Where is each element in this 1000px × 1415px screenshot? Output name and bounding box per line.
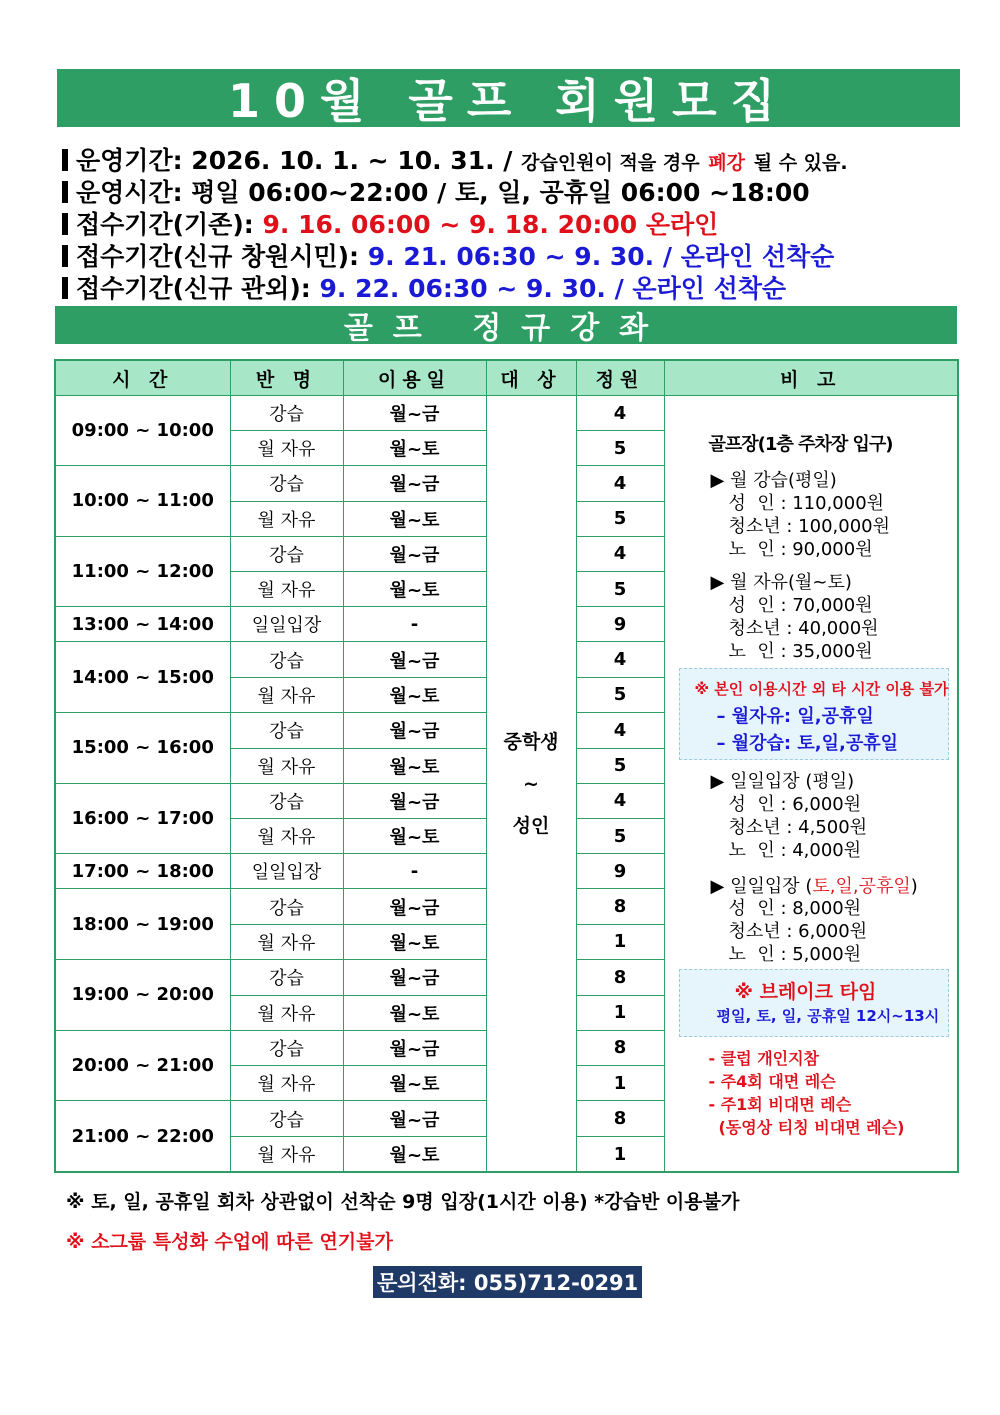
capacity: 4 bbox=[576, 783, 664, 819]
restriction-line: – 월자유: 일,공휴일 bbox=[716, 706, 874, 727]
bullet-mark bbox=[62, 149, 68, 171]
info-reg-existing bbox=[62, 205, 718, 241]
capacity: 9 bbox=[576, 854, 664, 889]
class-name: 강습 bbox=[230, 396, 343, 431]
footer-note-2: ※ 소그룹 특성화 수업에 따른 연기불가 bbox=[66, 1231, 393, 1253]
class-name: 강습 bbox=[230, 466, 343, 502]
usage-days: 월~금 bbox=[343, 396, 486, 431]
time-slot: 21:00 ~ 22:00 bbox=[55, 1101, 230, 1172]
schedule-table bbox=[54, 359, 959, 1173]
price-line: 성 인 : 70,000원 bbox=[728, 595, 873, 616]
reg-existing-label: 접수기간(기존): bbox=[76, 210, 254, 239]
info-period bbox=[62, 141, 848, 177]
page-title: 10월 골프 회원모집 bbox=[227, 74, 790, 128]
usage-days: 월~금 bbox=[343, 466, 486, 502]
class-name: 월 자유 bbox=[230, 924, 343, 959]
capacity: 8 bbox=[576, 1030, 664, 1066]
usage-days: 월~금 bbox=[343, 536, 486, 572]
time-slot: 10:00 ~ 11:00 bbox=[55, 466, 230, 537]
class-name: 일일입장 bbox=[230, 607, 343, 642]
price-line: 노 인 : 4,000원 bbox=[728, 840, 862, 861]
usage-days: 월~토 bbox=[343, 1137, 486, 1173]
club-note: - 주1회 비대면 레슨 bbox=[708, 1095, 852, 1114]
capacity: 4 bbox=[576, 396, 664, 431]
reg-new-city-label: 접수기간(신규 창원시민): bbox=[76, 242, 360, 271]
price-line: 청소년 : 100,000원 bbox=[728, 516, 890, 537]
time-slot: 16:00 ~ 17:00 bbox=[55, 783, 230, 854]
table-row bbox=[55, 396, 958, 431]
club-note: - 주4회 대면 레슨 bbox=[708, 1072, 836, 1091]
period-note-red: 폐강 bbox=[708, 152, 746, 174]
section-title: 골프 정규강좌 bbox=[343, 311, 669, 346]
reg-new-city-value: 9. 21. 06:30 ~ 9. 30. / 온라인 선착순 bbox=[367, 242, 835, 271]
price-line: 청소년 : 6,000원 bbox=[728, 921, 868, 942]
capacity: 4 bbox=[576, 536, 664, 572]
time-slot: 18:00 ~ 19:00 bbox=[55, 889, 230, 960]
usage-days: 월~토 bbox=[343, 1066, 486, 1101]
class-name: 월 자유 bbox=[230, 995, 343, 1030]
price-line: 노 인 : 5,000원 bbox=[728, 944, 862, 965]
title-banner bbox=[57, 69, 960, 127]
capacity: 9 bbox=[576, 607, 664, 642]
daily-weekend-days: 토,일,공휴일 bbox=[812, 876, 911, 897]
period-label: 운영기간: 2026. 10. 1. ~ 10. 31. / bbox=[76, 146, 513, 175]
notes-cell bbox=[664, 396, 958, 1173]
capacity: 1 bbox=[576, 1066, 664, 1101]
period-note-pre: 강습인원이 적을 경우 bbox=[521, 152, 700, 174]
capacity: 5 bbox=[576, 677, 664, 712]
usage-days: 월~토 bbox=[343, 819, 486, 854]
header-time: 시 간 bbox=[55, 360, 230, 396]
price-line: 청소년 : 40,000원 bbox=[728, 618, 879, 639]
capacity: 5 bbox=[576, 501, 664, 536]
location-note: 골프장(1층 주차장 입구) bbox=[708, 434, 893, 455]
price-line: 성 인 : 8,000원 bbox=[728, 898, 862, 919]
class-name: 강습 bbox=[230, 959, 343, 995]
daily-weekday-title: ▶ 일일입장 (평일) bbox=[710, 771, 855, 792]
bullet-mark bbox=[62, 277, 68, 299]
restriction-line: – 월강습: 토,일,공휴일 bbox=[716, 733, 899, 754]
capacity: 1 bbox=[576, 1137, 664, 1173]
table-header-row bbox=[55, 360, 958, 396]
section-banner bbox=[55, 306, 957, 344]
price-line: 청소년 : 4,500원 bbox=[728, 817, 868, 838]
reg-new-other-value: 9. 22. 06:30 ~ 9. 30. / 온라인 선착순 bbox=[319, 274, 787, 303]
club-note: (동영상 티칭 비대면 레슨) bbox=[718, 1118, 905, 1137]
capacity: 5 bbox=[576, 748, 664, 783]
capacity: 4 bbox=[576, 466, 664, 502]
bullet-mark bbox=[62, 181, 68, 203]
target-group bbox=[486, 396, 576, 1173]
class-name: 월 자유 bbox=[230, 677, 343, 712]
break-time: 평일, 토, 일, 공휴일 12시~13시 bbox=[716, 1007, 940, 1025]
time-slot: 19:00 ~ 20:00 bbox=[55, 959, 230, 1030]
time-slot: 11:00 ~ 12:00 bbox=[55, 536, 230, 607]
usage-days: 월~토 bbox=[343, 924, 486, 959]
usage-days: 월~금 bbox=[343, 712, 486, 748]
capacity: 8 bbox=[576, 959, 664, 995]
capacity: 8 bbox=[576, 889, 664, 925]
capacity: 1 bbox=[576, 995, 664, 1030]
time-slot: 15:00 ~ 16:00 bbox=[55, 712, 230, 783]
capacity: 1 bbox=[576, 924, 664, 959]
usage-days: 월~토 bbox=[343, 572, 486, 607]
class-name: 월 자유 bbox=[230, 1066, 343, 1101]
class-name: 월 자유 bbox=[230, 1137, 343, 1173]
usage-days: 월~토 bbox=[343, 995, 486, 1030]
usage-days: - bbox=[343, 607, 486, 642]
header-capacity: 정원 bbox=[576, 360, 664, 396]
notes-content bbox=[665, 396, 958, 1171]
hours-text: 운영시간: 평일 06:00~22:00 / 토, 일, 공휴일 06:00 ~18:00 bbox=[76, 178, 810, 207]
monthly-free-title: ▶ 월 자유(월~토) bbox=[710, 572, 852, 593]
class-name: 월 자유 bbox=[230, 431, 343, 466]
header-target: 대 상 bbox=[486, 360, 576, 396]
restriction-title: ※ 본인 이용시간 외 타 시간 이용 불가 bbox=[694, 680, 949, 698]
capacity: 4 bbox=[576, 642, 664, 678]
bullet-mark bbox=[62, 245, 68, 267]
class-name: 강습 bbox=[230, 889, 343, 925]
usage-days: 월~금 bbox=[343, 642, 486, 678]
header-days: 이용일 bbox=[343, 360, 486, 396]
class-name: 강습 bbox=[230, 1101, 343, 1137]
usage-days: 월~금 bbox=[343, 1101, 486, 1137]
monthly-lesson-title: ▶ 월 강습(평일) bbox=[710, 470, 837, 491]
capacity: 5 bbox=[576, 819, 664, 854]
header-class: 반 명 bbox=[230, 360, 343, 396]
period-note-post: 될 수 있음. bbox=[753, 152, 848, 174]
time-slot: 13:00 ~ 14:00 bbox=[55, 607, 230, 642]
price-line: 성 인 : 6,000원 bbox=[728, 794, 862, 815]
class-name: 강습 bbox=[230, 783, 343, 819]
usage-days: 월~토 bbox=[343, 501, 486, 536]
class-name: 월 자유 bbox=[230, 501, 343, 536]
info-reg-new-other bbox=[62, 269, 786, 305]
class-name: 강습 bbox=[230, 712, 343, 748]
usage-days: 월~금 bbox=[343, 889, 486, 925]
daily-weekend-close: ) bbox=[910, 876, 918, 897]
info-hours bbox=[62, 173, 810, 209]
class-name: 월 자유 bbox=[230, 572, 343, 607]
header-notes: 비 고 bbox=[664, 360, 958, 396]
reg-new-other-label: 접수기간(신규 관외): bbox=[76, 274, 311, 303]
price-line: 성 인 : 110,000원 bbox=[728, 493, 885, 514]
usage-days: 월~금 bbox=[343, 783, 486, 819]
usage-days: 월~토 bbox=[343, 748, 486, 783]
daily-weekend-label: ▶ 일일입장 ( bbox=[710, 876, 813, 897]
target-line: 중학생 bbox=[503, 730, 559, 753]
usage-days: 월~금 bbox=[343, 959, 486, 995]
class-name: 강습 bbox=[230, 642, 343, 678]
capacity: 8 bbox=[576, 1101, 664, 1137]
capacity: 5 bbox=[576, 431, 664, 466]
time-slot: 20:00 ~ 21:00 bbox=[55, 1030, 230, 1101]
contact-phone: 문의전화: 055)712-0291 bbox=[373, 1266, 642, 1298]
time-slot: 14:00 ~ 15:00 bbox=[55, 642, 230, 713]
price-line: 노 인 : 90,000원 bbox=[728, 539, 873, 560]
footer-note-1: ※ 토, 일, 공휴일 회차 상관없이 선착순 9명 입장(1시간 이용) *강습반 이용불가 bbox=[66, 1191, 740, 1213]
target-line: 성인 bbox=[512, 814, 550, 837]
capacity: 4 bbox=[576, 712, 664, 748]
bullet-mark bbox=[62, 213, 68, 235]
club-note: - 클럽 개인지참 bbox=[708, 1049, 820, 1068]
class-name: 강습 bbox=[230, 1030, 343, 1066]
time-slot: 17:00 ~ 18:00 bbox=[55, 854, 230, 889]
target-line: ~ bbox=[523, 772, 539, 795]
usage-days: 월~토 bbox=[343, 677, 486, 712]
time-slot: 09:00 ~ 10:00 bbox=[55, 396, 230, 466]
capacity: 5 bbox=[576, 572, 664, 607]
break-title: ※ 브레이크 타임 bbox=[734, 981, 877, 1003]
usage-days: 월~금 bbox=[343, 1030, 486, 1066]
class-name: 강습 bbox=[230, 536, 343, 572]
usage-days: 월~토 bbox=[343, 431, 486, 466]
price-line: 노 인 : 35,000원 bbox=[728, 641, 873, 662]
class-name: 일일입장 bbox=[230, 854, 343, 889]
usage-days: - bbox=[343, 854, 486, 889]
info-reg-new-city bbox=[62, 237, 834, 273]
reg-existing-value: 9. 16. 06:00 ~ 9. 18. 20:00 온라인 bbox=[262, 210, 719, 239]
class-name: 월 자유 bbox=[230, 819, 343, 854]
class-name: 월 자유 bbox=[230, 748, 343, 783]
